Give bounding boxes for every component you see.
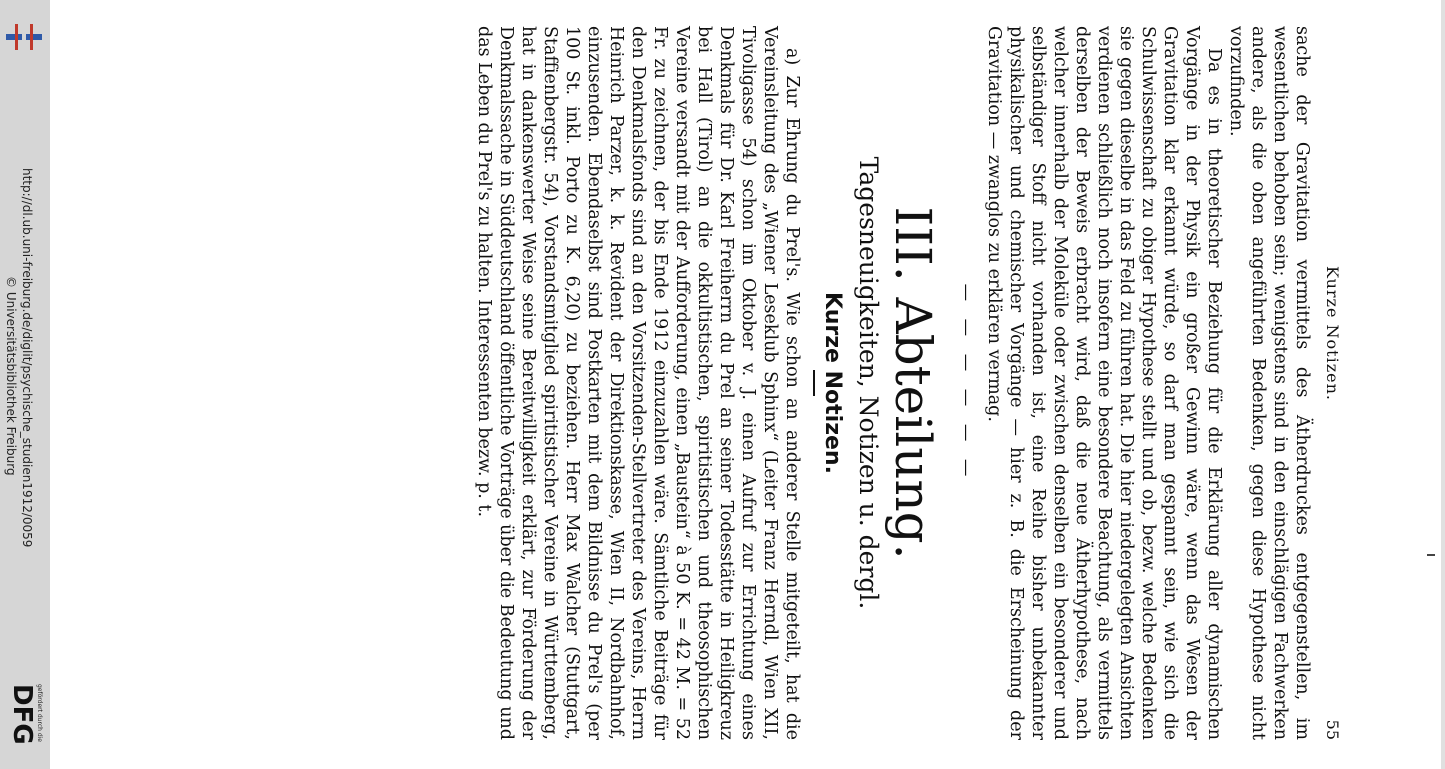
source-url-link[interactable]: http://dl.ub.uni-freiburg.de/diglit/psychische_studien1912/0059 (20, 168, 34, 548)
running-title: Kurze Notizen. (1323, 266, 1342, 402)
section-divider: — — — — — — (956, 283, 976, 483)
scanned-page (155, 8, 1355, 758)
heading-rule (813, 370, 815, 396)
library-logo-icon (4, 22, 44, 52)
page-edge-mark (1427, 554, 1435, 556)
dfg-text: DFG (7, 684, 37, 745)
section-heading: III. Abteilung. (884, 206, 942, 560)
sub-heading: Kurze Notizen. (820, 292, 845, 474)
dfg-logo-icon (6, 676, 46, 764)
running-head (1321, 26, 1343, 740)
body-paragraph: sache der Gravitation vermittels des Ätherdruckes entgegenstellen, im wesentlichen behoben sein; wenigstens sind in den einschlägigen Fachwerken andere, als die oben angeführten Bedenken, gegen diese Hypothese nicht vorzufinden. (1226, 26, 1312, 740)
sidebar (0, 0, 50, 769)
page-number: 55 (1323, 719, 1342, 740)
scrollbar[interactable] (1441, 0, 1445, 769)
body-paragraph: Da es in theoretischer Beziehung für die Erklärung aller dynamischen Vorgänge in der Physik ein großer Gewinn wäre, wenn das Wesen der Gravitation klar erkannt würde, so darf man gespannt sein, wie sich die Schulwissenschaft zu obiger Hypothese stellt und ob, bezw. welche Bedenken sie gegen dieselbe in das Feld zu führen hat. Die hier niedergelegten Ansichten verdienen schließlich noch insofern eine besondere Beachtung, als vermittels derselben der Beweis erbracht wird, daß die neue Ätherhypothese, nach welcher innerhalb der Moleküle oder zwischen denselben ein besonderer und selbständiger Stoff nicht vorhanden ist, eine Reihe bisher unbekannter physikalischer und chemischer Vorgänge — hier z. B. die Erscheinung der Gravitation — zwanglos zu erklären vermag. (984, 26, 1224, 740)
scanned-page-area (155, 8, 1355, 758)
notice-paragraph: a) Zur Ehrung du Prel's. Wie schon an anderer Stelle mitgeteilt, hat die Vereinsleitung des „Wiener Leseklub Sphinx“ (Leiter Franz Herndl, Wien XII, Tivoligasse 54) schon im Oktober v. J. einen Aufruf zur Errichtung eines Denkmals für Dr. Karl Freiherrn du Prel an seiner Todesstätte in Heiligkreuz bei Hall (Tirol) an die okkultistischen, spiritistischen und theosophischen Vereine versandt mit der Aufforderung, einen „Baustein“ à 50 K. = 42 M. = 52 Fr. zu zeichnen, der bis Ende 1912 einzuzahlen wäre. Sämtliche Beiträge für den Denkmalsfonds sind an den Vorsitzenden-Stellvertreter des Vereins, Herrn Heinrich Parzer, k. k. Revident der Direktionskasse, Wien II, Nordbahnhof, einzusenden. Ebendaselbst sind Postkarten mit dem Bildnisse du Prel's (per 100 St. inkl. Porto zu K. 6,20) zu beziehen. Herr Max Walcher (Stuttgart, Staffienbergstr. 54), Vorstandsmitglied spiritistischer Vereine in Württemberg, hat in dankenswerter Weise seine Bereitwilligkeit erklärt, zur Förderung der Denkmalssache in Süddeutschland öffentliche Vorträge über die Bedeutung und das Leben du Prel's zu halten. Interessenten bezw. p. t. (474, 26, 802, 740)
copyright-text: © Universitätsbibliothek Freiburg (4, 276, 18, 476)
funding-small-text: gefördert durch die (36, 684, 43, 742)
section-subtitle: Tagesneuigkeiten, Notizen u. dergl. (854, 156, 883, 610)
